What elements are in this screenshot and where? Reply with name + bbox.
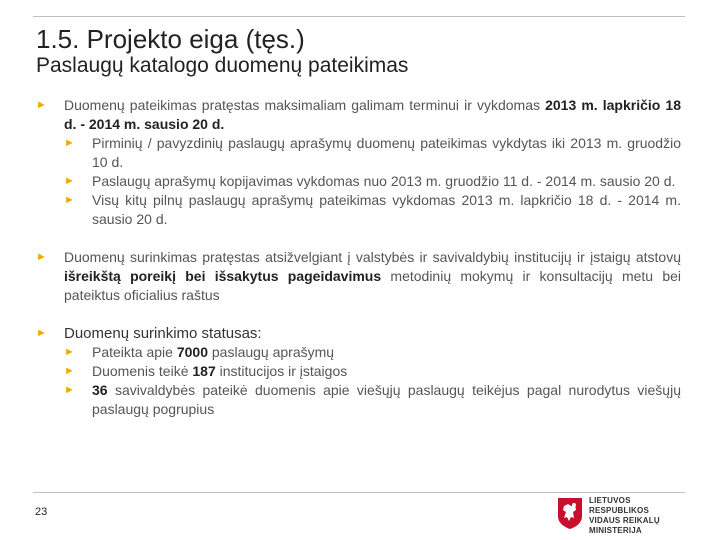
item-bold-text: išreikštą poreikį bei išsakytus pageidavimus bbox=[64, 268, 382, 284]
sub-item-text: Paslaugų aprašymų kopijavimas vykdomas nuo 2013 m. gruodžio 11 d. - 2014 m. sausio 20 d. bbox=[92, 173, 676, 189]
page-subtitle: Paslaugų katalogo duomenų pateikimas bbox=[36, 54, 409, 77]
sub-item-text: paslaugų aprašymų bbox=[208, 344, 335, 360]
logo-line: VIDAUS REIKALŲ bbox=[589, 516, 660, 525]
sub-item-text: savivaldybės pateikė duomenis apie viešųjų paslaugų teikėjus pagal nurodytus viešųjų paslaugų pogrupius bbox=[92, 382, 681, 417]
sub-item-text: Pateikta apie bbox=[92, 344, 177, 360]
bullet-arrow-icon: ► bbox=[64, 384, 75, 396]
item-text: Duomenų pateikimas pratęstas maksimaliam galimam terminui ir vykdomas bbox=[64, 97, 546, 113]
bullet-arrow-icon: ► bbox=[64, 137, 75, 149]
top-rule bbox=[33, 16, 685, 17]
slide-content bbox=[36, 96, 681, 419]
ministry-logo bbox=[556, 496, 690, 535]
bottom-rule bbox=[33, 492, 685, 493]
count-36: 36 bbox=[92, 382, 108, 398]
sub-item bbox=[64, 343, 681, 362]
coat-of-arms-icon bbox=[556, 496, 584, 530]
logo-text bbox=[589, 496, 690, 536]
item-text: metodinių mokymų ir konsultacijų metu bei pateiktus oficialius raštus bbox=[64, 268, 681, 303]
logo-line: LIETUVOS RESPUBLIKOS bbox=[589, 496, 649, 515]
sub-item bbox=[64, 362, 681, 381]
logo-line: MINISTERIJA bbox=[589, 526, 642, 535]
bullet-arrow-icon: ► bbox=[36, 327, 47, 339]
bullet-arrow-icon: ► bbox=[64, 175, 75, 187]
sub-item-text: Visų kitų pilnų paslaugų aprašymų pateikimas vykdomas 2013 m. lapkričio 18 d. - 2014 m. sausio 20 d. bbox=[92, 192, 681, 227]
page-title: 1.5. Projekto eiga (tęs.) bbox=[36, 24, 305, 54]
sub-item bbox=[64, 191, 681, 229]
item-bold-text: 2013 m. lapkričio 18 d. - 2014 m. sausio 20 d. bbox=[64, 97, 681, 132]
sub-item bbox=[64, 172, 681, 191]
count-187: 187 bbox=[192, 363, 216, 379]
bullet-arrow-icon: ► bbox=[64, 365, 75, 377]
count-7000: 7000 bbox=[176, 344, 208, 360]
bullet-arrow-icon: ► bbox=[64, 194, 75, 206]
sub-item-text: Duomenis teikė bbox=[92, 363, 193, 379]
page-number: 23 bbox=[35, 506, 48, 518]
sub-item bbox=[64, 381, 681, 419]
bullet-item-status bbox=[36, 324, 681, 419]
sub-item bbox=[64, 134, 681, 172]
bullet-item-collection bbox=[36, 248, 681, 305]
bullet-arrow-icon: ► bbox=[36, 99, 47, 111]
bullet-arrow-icon: ► bbox=[36, 251, 47, 263]
sub-item-text: institucijos ir įstaigos bbox=[215, 363, 348, 379]
item-text: Duomenų surinkimas pratęstas atsižvelgiant į valstybės ir savivaldybių institucijų ir įstaigų atstovų bbox=[64, 249, 681, 265]
status-heading: Duomenų surinkimo statusas: bbox=[64, 325, 262, 342]
bullet-arrow-icon: ► bbox=[64, 346, 75, 358]
sub-item-text: Pirminių / pavyzdinių paslaugų aprašymų duomenų pateikimas vykdytas iki 2013 m. gruodžio 10 d. bbox=[92, 135, 681, 170]
bullet-item-extension bbox=[36, 96, 681, 229]
